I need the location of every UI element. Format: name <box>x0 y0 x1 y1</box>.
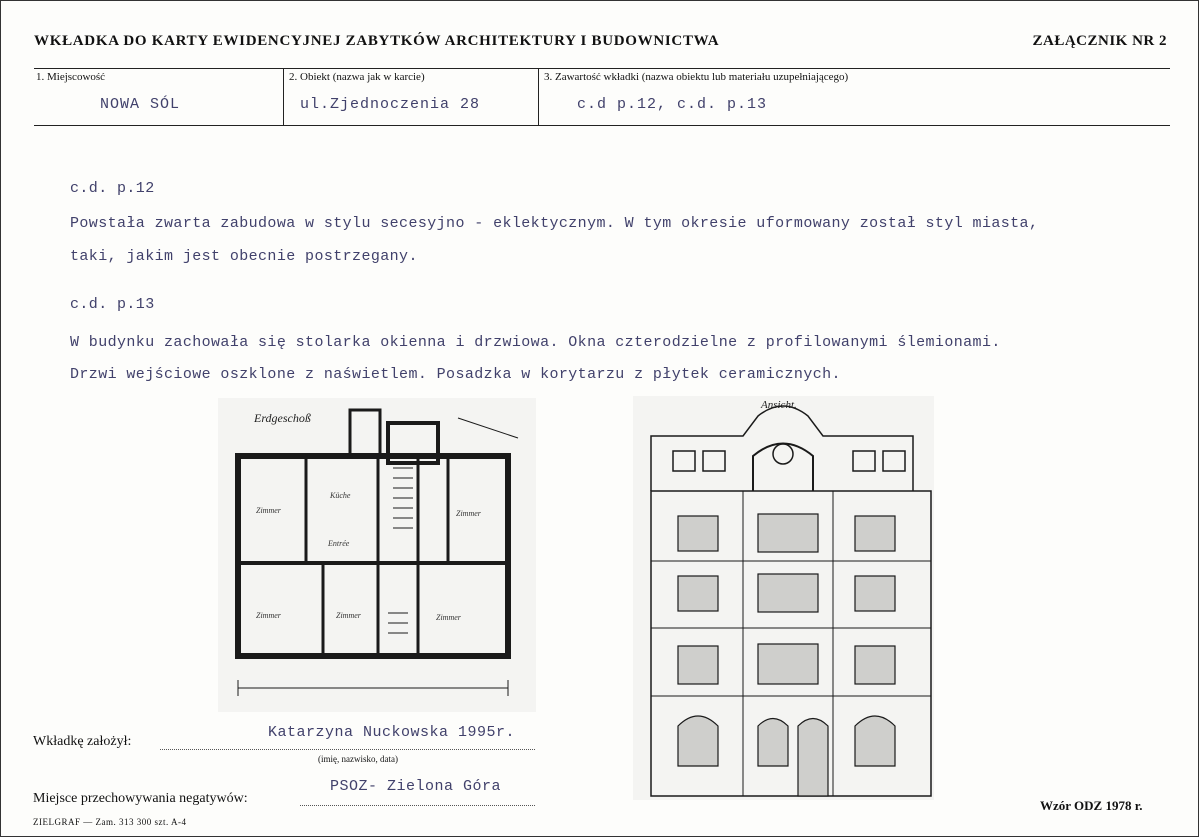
section2-line2: Drzwi wejściowe oszklone z naświetlem. Posadzka w korytarzu z płytek ceramicznych. <box>70 366 841 383</box>
form-version: Wzór ODZ 1978 r. <box>1040 798 1143 813</box>
author-label: Wkładkę założył: <box>33 734 132 749</box>
elevation-title: Ansicht. <box>761 399 797 411</box>
field-divider-2 <box>538 69 539 125</box>
storage-value: PSOZ- Zielona Góra <box>330 778 502 795</box>
section1-heading: c.d. p.12 <box>70 180 155 197</box>
author-dotted-line <box>160 749 535 750</box>
storage-dotted-line <box>300 805 535 806</box>
facade-elevation-svg <box>633 396 934 800</box>
attachment-number: ZAŁĄCZNIK NR 2 <box>1032 33 1167 49</box>
floor-plan-drawing <box>218 398 536 712</box>
room-label: Entrée <box>328 539 350 548</box>
object-label: 2. Obiekt (nazwa jak w karcie) <box>289 71 425 83</box>
header-rule-bottom <box>34 125 1170 126</box>
author-hint: (imię, nazwisko, data) <box>318 754 398 764</box>
printer-note: ZIELGRAF — Zam. 313 300 szt. A-4 <box>33 817 187 827</box>
room-label: Küche <box>330 491 351 500</box>
header-rule-top <box>34 68 1170 69</box>
section2-line1: W budynku zachowała się stolarka okienna i drzwiowa. Okna czterodzielne z profilowanymi ślemionami. <box>70 334 1001 351</box>
content-value: c.d p.12, c.d. p.13 <box>577 96 768 113</box>
room-label: Zimmer <box>256 506 281 515</box>
document-title: WKŁADKA DO KARTY EWIDENCYJNEJ ZABYTKÓW ARCHITEKTURY I BUDOWNICTWA <box>34 33 720 49</box>
storage-label: Miejsce przechowywania negatywów: <box>33 791 248 806</box>
facade-elevation-drawing <box>633 396 934 800</box>
room-label: Zimmer <box>336 611 361 620</box>
field-divider-1 <box>283 69 284 125</box>
author-value: Katarzyna Nuckowska 1995r. <box>268 724 516 741</box>
room-label: Zimmer <box>436 613 461 622</box>
object-value: ul.Zjednoczenia 28 <box>300 96 481 113</box>
room-label: Zimmer <box>456 509 481 518</box>
section2-heading: c.d. p.13 <box>70 296 155 313</box>
floor-plan-title: Erdgeschoß <box>254 411 311 425</box>
floor-plan-svg <box>218 398 536 712</box>
content-label: 3. Zawartość wkładki (nazwa obiektu lub materiału uzupełniającego) <box>544 71 849 83</box>
section1-line2: taki, jakim jest obecnie postrzegany. <box>70 248 418 265</box>
room-label: Zimmer <box>256 611 281 620</box>
section1-line1: Powstała zwarta zabudowa w stylu secesyjno - eklektycznym. W tym okresie uformowany został styl miasta, <box>70 215 1039 232</box>
locality-label: 1. Miejscowość <box>36 71 106 83</box>
locality-value: NOWA SÓL <box>100 96 181 113</box>
